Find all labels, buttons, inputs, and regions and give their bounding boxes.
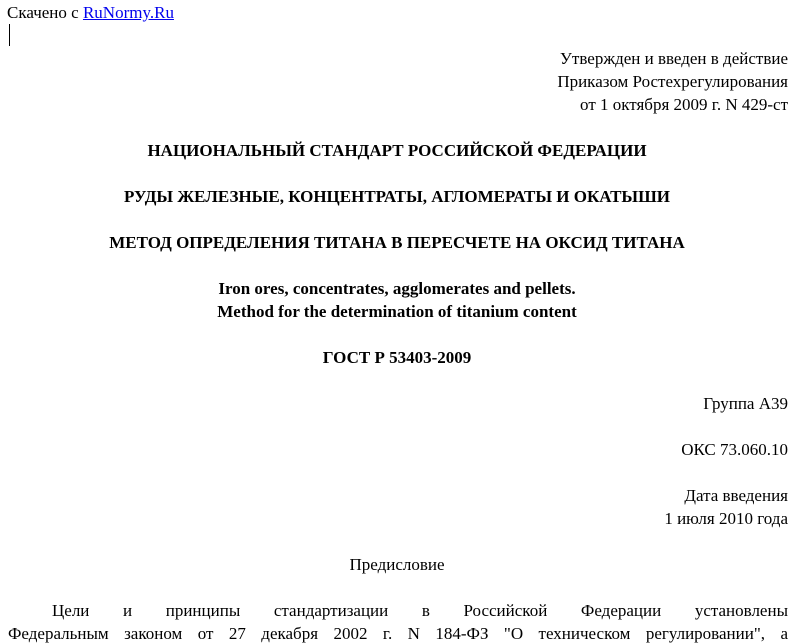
method-title-ru: МЕТОД ОПРЕДЕЛЕНИЯ ТИТАНА В ПЕРЕСЧЕТЕ НА ОКСИД ТИТАНА [109, 233, 685, 252]
oks-code: ОКС 73.060.10 [681, 440, 788, 459]
text-cursor [9, 24, 10, 46]
approval-line-2: Приказом Ростехрегулирования [557, 72, 788, 91]
download-prefix: Скачено с [7, 3, 79, 22]
preface-paragraph-line-1: Цели и принципы стандартизации в Российской Федерации установлены [52, 601, 788, 620]
site-link[interactable]: RuNormy.Ru [82, 3, 174, 22]
subject-title-en: Iron ores, concentrates, agglomerates and pellets. [218, 279, 576, 298]
subject-title-ru: РУДЫ ЖЕЛЕЗНЫЕ, КОНЦЕНТРАТЫ, АГЛОМЕРАТЫ И ОКАТЫШИ [123, 187, 671, 206]
preface-heading: Предисловие [349, 555, 445, 574]
preface-paragraph-line-2: Федеральным законом от 27 декабря 2002 г. N 184-ФЗ "О техническом регулировании", а [8, 624, 788, 643]
gost-number: ГОСТ Р 53403-2009 [322, 348, 472, 367]
method-title-en: Method for the determination of titanium content [217, 302, 577, 321]
intro-date-label: Дата введения [684, 486, 788, 505]
group-code: Группа А39 [703, 394, 788, 413]
national-standard-title: НАЦИОНАЛЬНЫЙ СТАНДАРТ РОССИЙСКОЙ ФЕДЕРАЦИИ [147, 141, 647, 160]
approval-line-3: от 1 октября 2009 г. N 429-ст [580, 95, 788, 114]
intro-date-value: 1 июля 2010 года [664, 509, 788, 528]
approval-line-1: Утвержден и введен в действие [559, 49, 788, 68]
download-source [7, 3, 174, 23]
